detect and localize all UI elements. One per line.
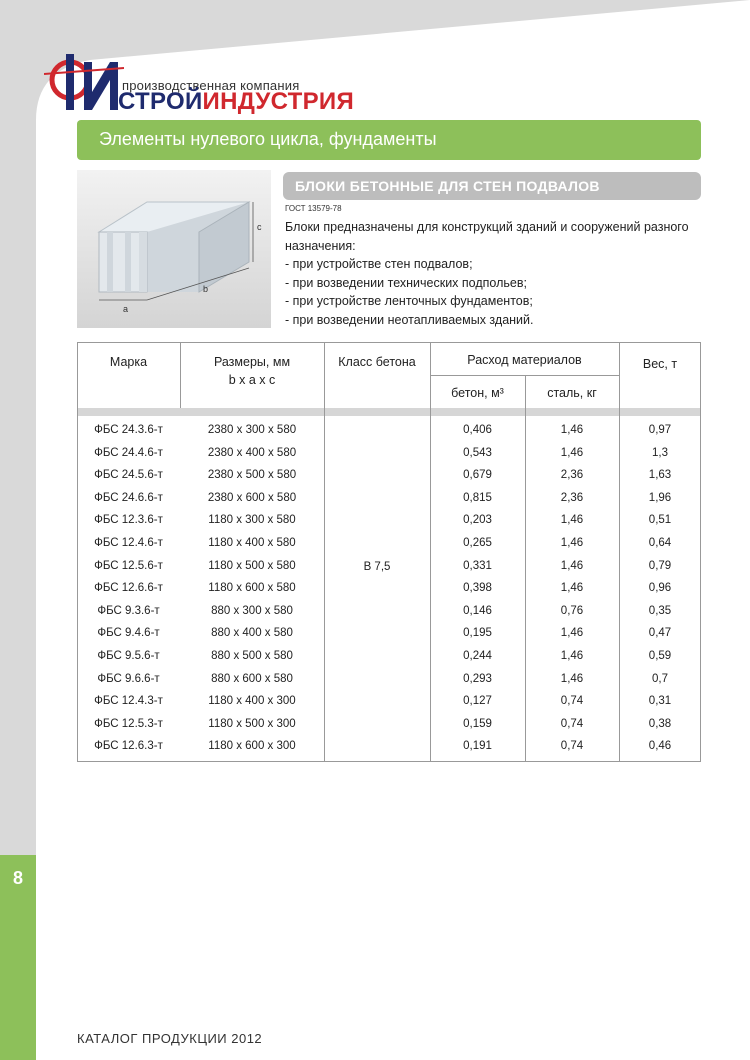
cell-size: 2380 x 400 x 580 (207, 446, 297, 459)
cell-weight: 0,31 (648, 695, 672, 708)
cell-size: 1180 x 600 x 300 (208, 740, 296, 753)
concrete-class-value: В 7,5 (363, 561, 391, 573)
cell-weight: 0,97 (648, 424, 672, 436)
catalog-footer: КАТАЛОГ ПРОДУКЦИИ 2012 (77, 1031, 263, 1046)
product-header (283, 172, 701, 200)
gost-standard: ГОСТ 13579-78 (285, 204, 342, 213)
cell-size: 1180 x 400 x 580 (208, 537, 296, 549)
description-line: - при возведении технических подпольев; (285, 275, 527, 290)
cell-steel: 1,46 (560, 559, 584, 572)
cell-concrete: 0,331 (463, 559, 492, 572)
cell-mark: ФБС 24.6.6-т (94, 491, 163, 504)
cell-size: 880 x 600 x 580 (211, 672, 293, 685)
cell-weight: 0,59 (648, 650, 672, 662)
cell-concrete: 0,127 (463, 695, 492, 708)
description-line: - при устройстве стен подвалов; (285, 257, 473, 271)
cell-mark: ФБС 24.4.6-т (94, 446, 163, 459)
cell-mark: ФБС 9.5.6-т (97, 650, 160, 662)
cell-mark: ФБС 9.3.6-т (97, 604, 160, 617)
table-border-top (77, 342, 701, 343)
product-title: БЛОКИ БЕТОННЫЕ ДЛЯ СТЕН ПОДВАЛОВ (295, 178, 600, 194)
cell-mark: ФБС 12.3.6-т (94, 514, 163, 527)
cell-concrete: 0,679 (463, 469, 492, 482)
cell-size: 1180 x 500 x 580 (208, 559, 296, 572)
header-separator (77, 408, 701, 416)
cell-concrete: 0,543 (463, 446, 492, 459)
cell-mark: ФБС 9.4.6-т (97, 627, 160, 640)
subheader-sep (430, 375, 619, 376)
cell-mark: ФБС 24.3.6-т (94, 424, 163, 436)
diagram-label-c: c (257, 222, 262, 232)
cell-concrete: 0,203 (463, 514, 492, 527)
cell-size: 1180 x 300 x 580 (208, 514, 296, 527)
cell-weight: 0,38 (648, 717, 672, 730)
cell-weight: 1,63 (648, 469, 672, 482)
cell-steel: 1,46 (560, 514, 584, 527)
cell-size: 2380 x 600 x 580 (207, 491, 297, 504)
diagram-label-a: a (123, 304, 129, 314)
diagram-label-b: b (203, 284, 209, 294)
cell-concrete: 0,815 (463, 491, 492, 504)
page-number: 8 (12, 868, 23, 888)
cell-mark: ФБС 24.5.6-т (94, 469, 163, 482)
cell-steel: 1,46 (560, 672, 584, 685)
cell-mark: ФБС 12.6.6-т (94, 582, 163, 595)
cell-size: 880 x 300 x 580 (211, 604, 293, 617)
description-line: - при возведении неотапливаемых зданий. (285, 312, 534, 327)
cell-steel: 1,46 (560, 650, 584, 662)
description-line: назначения: (285, 238, 356, 253)
header-concrete-class: Класс бетона (338, 355, 416, 369)
header-size-sub: b x a x c (228, 373, 276, 387)
description-line: - при устройстве ленточных фундаментов; (285, 294, 533, 308)
cell-steel: 1,46 (560, 627, 584, 640)
description-line: Блоки предназначены для конструкций зданий и сооружений разного (285, 220, 689, 234)
cell-concrete: 0,191 (463, 740, 492, 753)
table-border-bottom (77, 761, 701, 762)
logo-tagline: производственная компания (122, 78, 300, 93)
logo-emblem-icon (44, 52, 124, 114)
cell-mark: ФБС 9.6.6-т (97, 672, 160, 685)
product-diagram (77, 170, 271, 328)
cell-size: 1180 x 500 x 300 (208, 717, 296, 730)
cell-mark: ФБС 12.6.3-т (94, 740, 163, 753)
cell-size: 1180 x 600 x 580 (208, 582, 296, 595)
section-header (77, 120, 701, 160)
cell-mark: ФБС 12.5.3-т (94, 717, 163, 730)
cell-size: 880 x 500 x 580 (211, 650, 293, 662)
cell-size: 1180 x 400 x 300 (208, 695, 296, 708)
cell-weight: 0,47 (648, 627, 672, 640)
header-steel: сталь, кг (547, 386, 597, 400)
cell-concrete: 0,195 (463, 627, 492, 640)
cell-concrete: 0,293 (463, 672, 492, 685)
cell-size: 2380 x 300 x 580 (207, 424, 297, 436)
cell-steel: 2,36 (560, 491, 584, 504)
cell-concrete: 0,265 (463, 537, 492, 549)
cell-concrete: 0,244 (463, 650, 492, 662)
cell-steel: 1,46 (560, 424, 584, 436)
cell-steel: 1,46 (560, 582, 584, 595)
cell-mark: ФБС 12.4.6-т (94, 537, 163, 549)
cell-weight: 0,79 (648, 559, 672, 572)
cell-weight: 1,96 (648, 491, 672, 504)
col-sep (324, 342, 325, 762)
logo-name (118, 88, 354, 116)
cell-size: 880 x 400 x 580 (211, 627, 293, 640)
cell-weight: 0,51 (648, 514, 672, 527)
header-consumption: Расход материалов (467, 353, 582, 367)
cell-weight: 0,35 (648, 604, 672, 617)
header-size: Размеры, мм (213, 355, 291, 369)
cell-weight: 0,7 (652, 672, 668, 685)
section-title: Элементы нулевого цикла, фундаменты (99, 129, 437, 149)
product-description (285, 218, 715, 329)
cell-steel: 0,74 (560, 740, 584, 753)
cell-concrete: 0,406 (463, 424, 492, 436)
header-weight: Вес, т (642, 357, 678, 371)
cell-concrete: 0,159 (463, 717, 492, 730)
cell-steel: 0,74 (560, 695, 584, 708)
cell-weight: 0,46 (648, 740, 672, 753)
cell-steel: 1,46 (560, 537, 584, 549)
cell-steel: 1,46 (560, 446, 584, 459)
cell-mark: ФБС 12.4.3-т (94, 695, 163, 708)
cell-mark: ФБС 12.5.6-т (94, 559, 163, 572)
cell-steel: 2,36 (560, 469, 584, 482)
cell-size: 2380 x 500 x 580 (207, 469, 297, 482)
cell-steel: 0,76 (560, 604, 584, 617)
cell-steel: 0,74 (560, 717, 584, 730)
header-concrete: бетон, м³ (451, 386, 504, 400)
cell-weight: 0,96 (648, 582, 672, 595)
cell-weight: 0,64 (648, 537, 672, 549)
header-mark: Марка (109, 355, 148, 369)
cell-concrete: 0,146 (463, 604, 492, 617)
cell-concrete: 0,398 (463, 582, 492, 595)
specs-table (77, 342, 701, 762)
logo-name-part2: ИНДУСТРИЯ (202, 88, 355, 115)
logo-name-part1: СТРОЙ (118, 88, 203, 115)
cell-weight: 1,3 (652, 446, 668, 459)
